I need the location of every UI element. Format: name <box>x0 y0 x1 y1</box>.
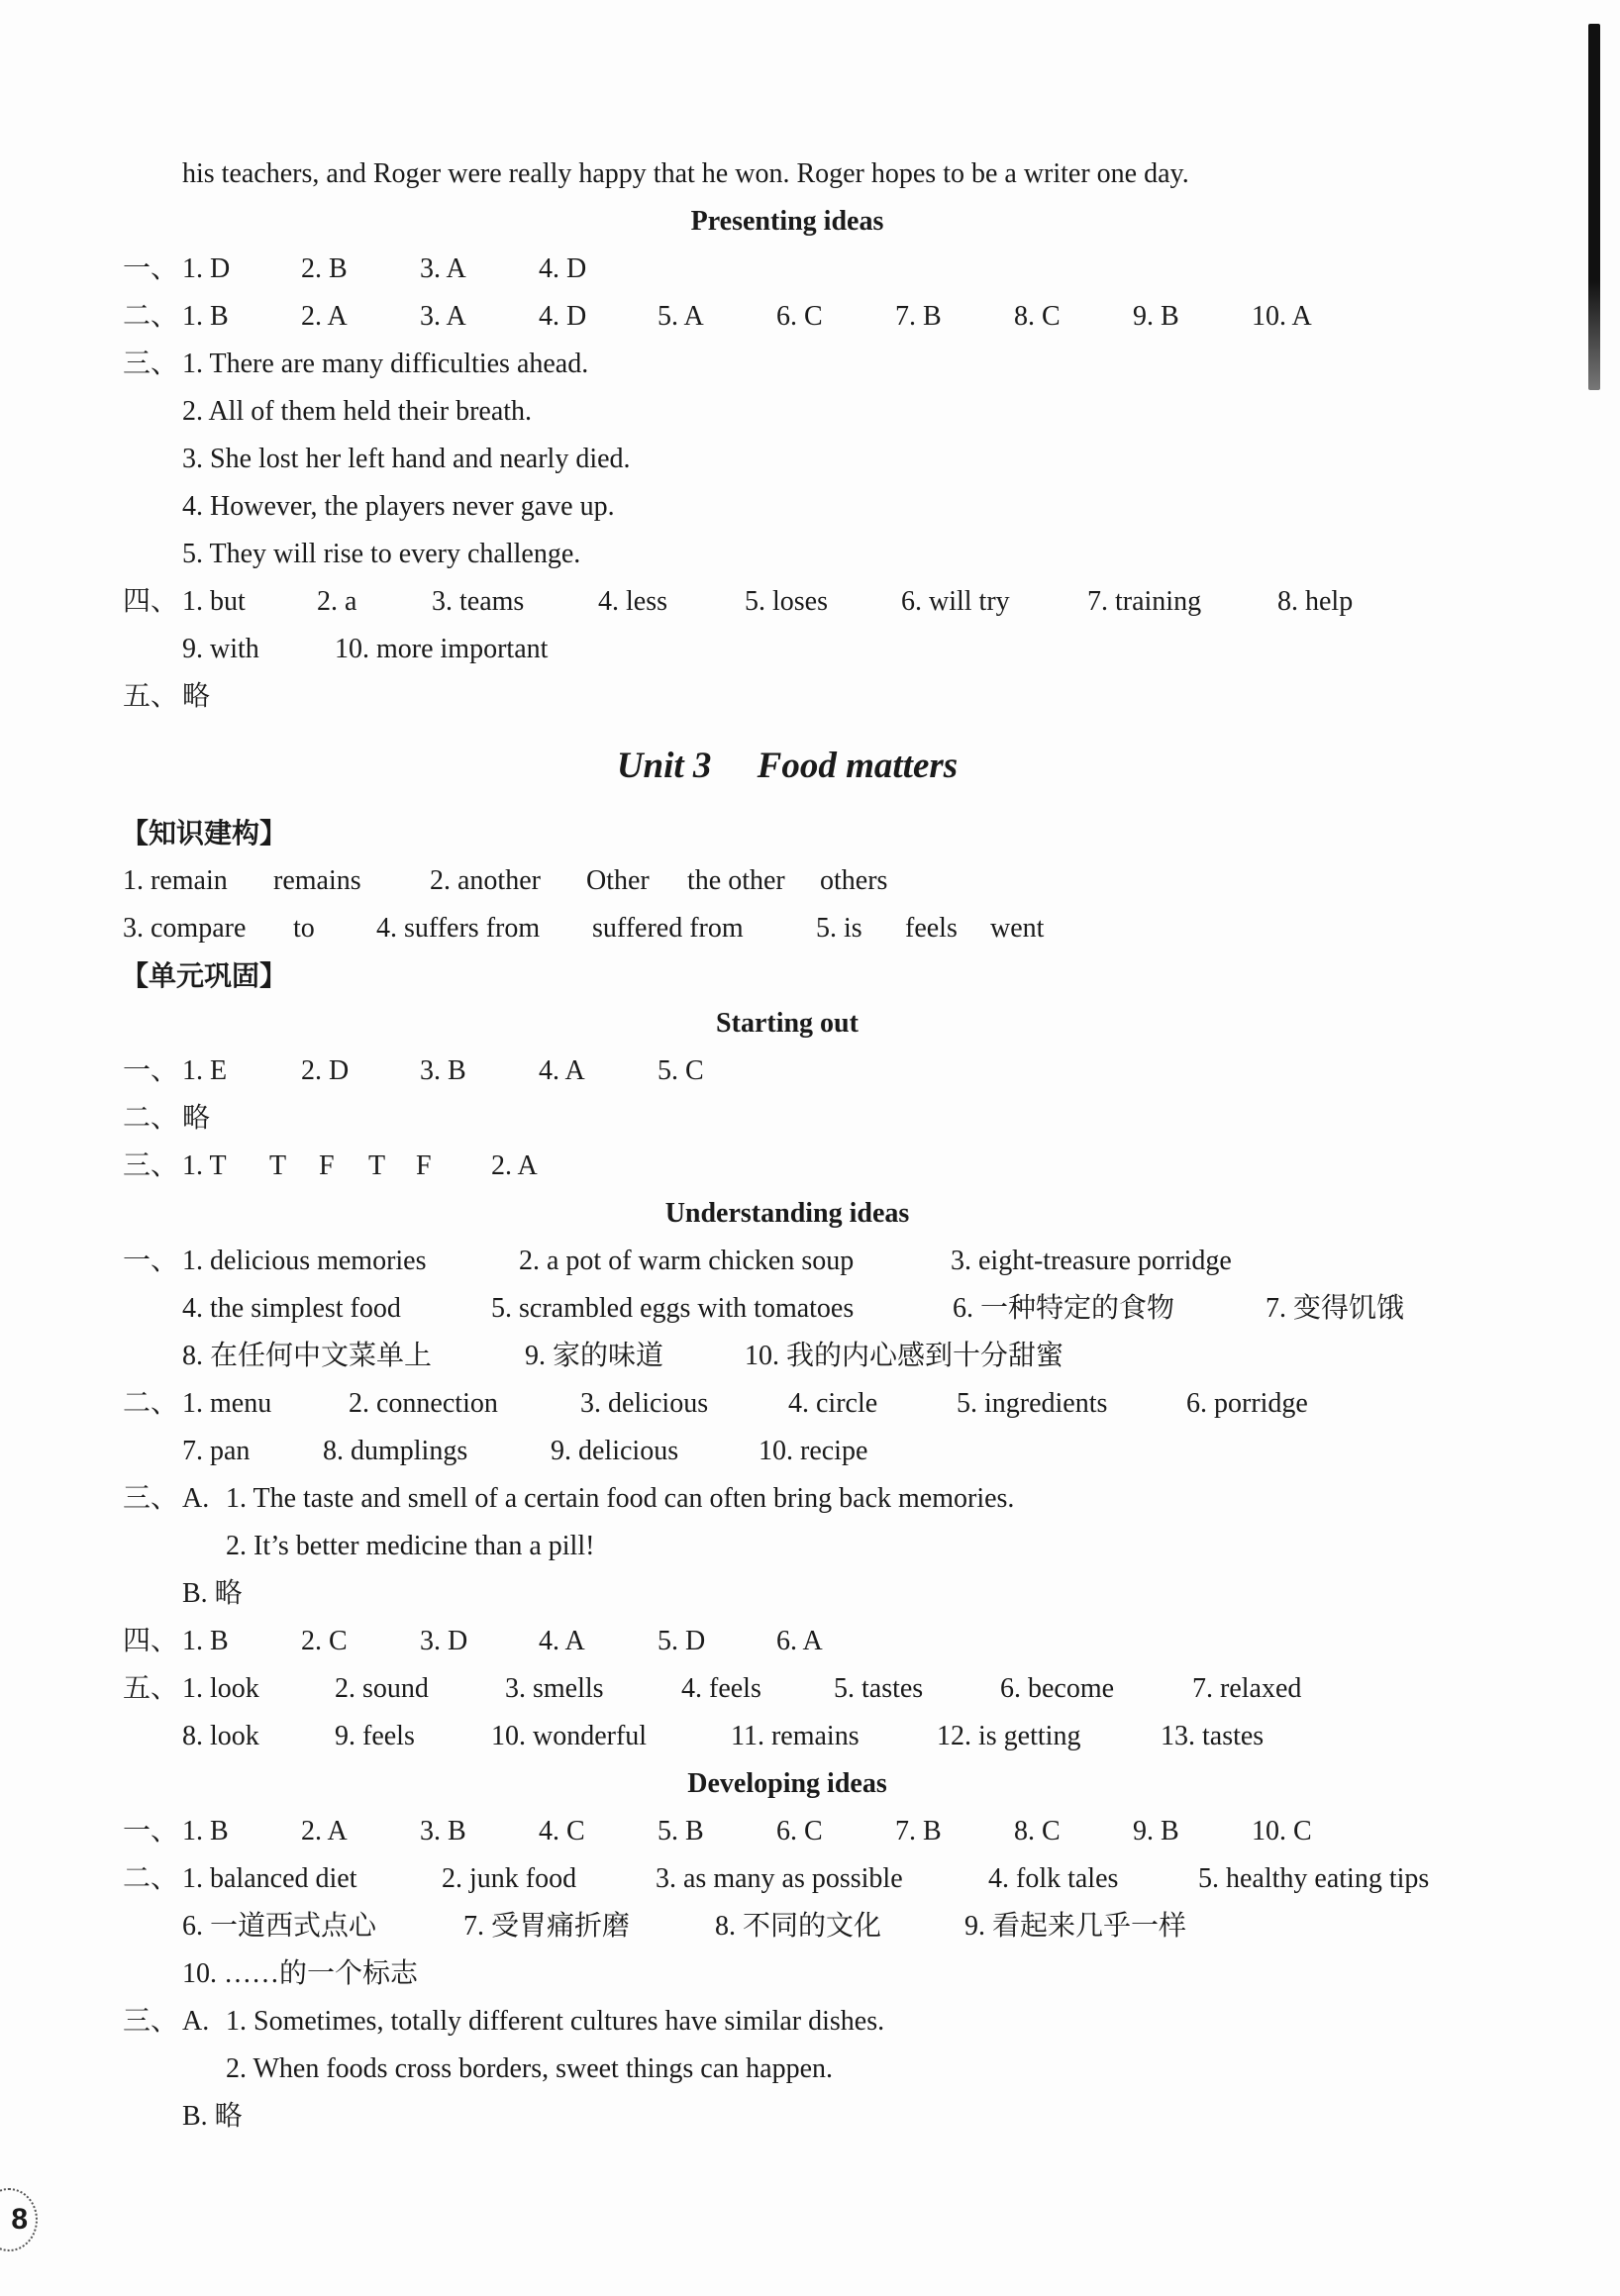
section-heading-presenting: Presenting ideas <box>690 206 884 237</box>
answer-item: the other <box>687 865 785 896</box>
sub-label: A. <box>182 2006 210 2037</box>
answer-item: 8. 不同的文化 <box>715 1911 882 1942</box>
answer-item: 10. wonderful <box>491 1721 648 1751</box>
answer-item: 4. A <box>539 1626 585 1656</box>
answer-item: 8. look <box>182 1721 259 1751</box>
answer-item: F <box>319 1150 335 1181</box>
answer-item: 8. C <box>1014 1816 1061 1847</box>
answer-item: B. 略 <box>182 2101 243 2132</box>
answer-item: 3. teams <box>432 586 525 617</box>
answer-item: 7. training <box>1087 586 1202 617</box>
section-label: 三、 <box>123 2006 179 2037</box>
answer-item: 6. will try <box>901 586 1010 617</box>
unit-name: Food matters <box>757 746 959 786</box>
answer-sentence: 5. They will rise to every challenge. <box>182 539 581 569</box>
answer-item: 4. D <box>539 253 587 284</box>
answer-item: 4. folk tales <box>988 1863 1119 1894</box>
section-label: 四、 <box>123 1626 179 1656</box>
answer-item: 2. D <box>301 1055 350 1086</box>
answer-item: 1. menu <box>182 1388 272 1419</box>
answer-item: Other <box>586 865 650 896</box>
answer-item: went <box>990 913 1045 944</box>
section-heading-starting: Starting out <box>716 1008 859 1039</box>
answer-item: 1. B <box>182 301 229 332</box>
section-label: 二、 <box>123 301 179 332</box>
answer-item: 2. A <box>491 1150 538 1181</box>
unit-number: Unit 3 <box>616 746 712 786</box>
section-label: 五、 <box>123 1673 179 1704</box>
answer-item: 9. delicious <box>551 1436 679 1466</box>
answer-item: 5. loses <box>745 586 828 617</box>
answer-item: 4. the simplest food <box>182 1293 401 1324</box>
answer-item: 2. junk food <box>442 1863 577 1894</box>
answer-item: 10. C <box>1252 1816 1312 1847</box>
answer-item: 4. D <box>539 301 587 332</box>
answer-item: 7. 受胃痛折磨 <box>463 1911 631 1942</box>
answer-item: 8. C <box>1014 301 1061 332</box>
answer-sentence: 1. Sometimes, totally different cultures have similar dishes. <box>226 2006 885 2037</box>
answer-item: 1. D <box>182 253 231 284</box>
answer-item: 10. 我的内心感到十分甜蜜 <box>745 1341 1064 1371</box>
answer-item: 10. A <box>1252 301 1312 332</box>
section-label: 一、 <box>123 1246 179 1276</box>
answer-item: 3. smells <box>505 1673 604 1704</box>
answer-item: 1. look <box>182 1673 259 1704</box>
answer-item: 6. 一道西式点心 <box>182 1911 377 1942</box>
answer-item: 4. suffers from <box>376 913 541 944</box>
answer-item: 5. ingredients <box>957 1388 1108 1419</box>
section-heading-understanding: Understanding ideas <box>664 1198 910 1229</box>
section-heading-developing: Developing ideas <box>687 1768 887 1799</box>
answer-item: 2. A <box>301 1816 348 1847</box>
answer-item: 8. help <box>1277 586 1354 617</box>
answer-item: 4. circle <box>788 1388 878 1419</box>
answer-item: others <box>820 865 888 896</box>
answer-item: 8. 在任何中文菜单上 <box>182 1341 433 1371</box>
answer-item: 5. scrambled eggs with tomatoes <box>491 1293 855 1324</box>
answer-item: F <box>416 1150 432 1181</box>
answer-item: 7. B <box>895 1816 942 1847</box>
intro-sentence: his teachers, and Roger were really happy that he won. Roger hopes to be a writer one day. <box>182 158 1189 189</box>
answer-item: 略 <box>182 681 211 712</box>
answer-item: 10. more important <box>335 634 549 664</box>
section-label: 一、 <box>123 253 179 284</box>
section-label: 五、 <box>123 681 179 712</box>
answer-item: 7. relaxed <box>1192 1673 1302 1704</box>
answer-item: 5. C <box>658 1055 704 1086</box>
answer-item: 2. B <box>301 253 348 284</box>
answer-item: 9. 家的味道 <box>525 1341 664 1371</box>
answer-item: 4. less <box>598 586 667 617</box>
answer-item: 1. remain <box>123 865 228 896</box>
section-label: 二、 <box>123 1388 179 1419</box>
answer-item: 5. B <box>658 1816 704 1847</box>
answer-sentence: 2. All of them held their breath. <box>182 396 533 427</box>
answer-item: 1. balanced diet <box>182 1863 357 1894</box>
answer-item: 4. C <box>539 1816 585 1847</box>
answer-item: 10. recipe <box>759 1436 868 1466</box>
answer-item: 1. B <box>182 1626 229 1656</box>
answer-item: 6. C <box>776 1816 823 1847</box>
sub-label: A. <box>182 1483 210 1514</box>
answer-sentence: 2. When foods cross borders, sweet things can happen. <box>226 2053 834 2084</box>
answer-item: 3. D <box>420 1626 468 1656</box>
answer-item: remains <box>273 865 361 896</box>
answer-item: T <box>368 1150 386 1181</box>
answer-item: 6. become <box>1000 1673 1115 1704</box>
answer-item: B. 略 <box>182 1578 243 1609</box>
answer-item: feels <box>905 913 958 944</box>
answer-item: 3. A <box>420 253 466 284</box>
section-label: 三、 <box>123 1150 179 1181</box>
answer-item: 9. B <box>1133 301 1179 332</box>
section-label: 二、 <box>123 1103 179 1134</box>
binding-edge <box>1588 24 1600 390</box>
section-label: 四、 <box>123 586 179 617</box>
answer-item: suffered from <box>592 913 744 944</box>
answer-item: 6. porridge <box>1186 1388 1308 1419</box>
answer-item: 5. A <box>658 301 704 332</box>
answer-item: 1. T <box>182 1150 227 1181</box>
answer-item: 5. D <box>658 1626 706 1656</box>
answer-item: 9. with <box>182 634 259 664</box>
answer-item: 4. A <box>539 1055 585 1086</box>
answer-item: 3. eight-treasure porridge <box>951 1246 1232 1276</box>
section-label: 一、 <box>123 1816 179 1847</box>
answer-item: 1. delicious memories <box>182 1246 427 1276</box>
section-label: 一、 <box>123 1055 179 1086</box>
answer-item: 5. healthy eating tips <box>1198 1863 1430 1894</box>
answer-item: 3. A <box>420 301 466 332</box>
answer-sentence: 2. It’s better medicine than a pill! <box>226 1531 595 1561</box>
section-label: 三、 <box>123 1483 179 1514</box>
answer-item: 2. A <box>301 301 348 332</box>
unit-title <box>0 739 1574 794</box>
answer-item: 9. feels <box>335 1721 415 1751</box>
answer-sentence: 1. The taste and smell of a certain food can often bring back memories. <box>226 1483 1015 1514</box>
answer-item: 12. is getting <box>937 1721 1081 1751</box>
answer-item: 1. E <box>182 1055 228 1086</box>
knowledge-heading: 【知识建构】 <box>121 817 288 849</box>
answer-sentence: 1. There are many difficulties ahead. <box>182 349 589 379</box>
answer-item: 3. delicious <box>580 1388 709 1419</box>
answer-item: 3. B <box>420 1816 466 1847</box>
answer-item: 2. a <box>317 586 357 617</box>
answer-item: 2. another <box>430 865 541 896</box>
answer-item: 2. C <box>301 1626 348 1656</box>
answer-item: 7. 变得饥饿 <box>1266 1293 1405 1324</box>
answer-item: 7. B <box>895 301 942 332</box>
answer-item: 2. connection <box>349 1388 498 1419</box>
answer-item: 4. feels <box>681 1673 761 1704</box>
answer-item: 略 <box>182 1103 211 1134</box>
answer-item: 13. tastes <box>1161 1721 1265 1751</box>
answer-item: 6. 一种特定的食物 <box>953 1293 1175 1324</box>
answer-item: 5. tastes <box>834 1673 924 1704</box>
answer-item: 6. C <box>776 301 823 332</box>
answer-item: to <box>293 913 315 944</box>
answer-item: 2. sound <box>335 1673 429 1704</box>
answer-item: 11. remains <box>731 1721 860 1751</box>
answer-item: 8. dumplings <box>323 1436 468 1466</box>
answer-item: 3. compare <box>123 913 247 944</box>
answer-item: 10. ……的一个标志 <box>182 1958 419 1989</box>
answer-item: T <box>269 1150 287 1181</box>
answer-item: 7. pan <box>182 1436 251 1466</box>
answer-item: 1. B <box>182 1816 229 1847</box>
answer-item: 5. is <box>816 913 862 944</box>
answer-item: 3. as many as possible <box>656 1863 903 1894</box>
section-label: 三、 <box>123 349 179 379</box>
answer-item: 9. 看起来几乎一样 <box>964 1911 1187 1942</box>
answer-item: 9. B <box>1133 1816 1179 1847</box>
answer-item: 1. but <box>182 586 246 617</box>
page-number: 8 <box>0 2188 38 2251</box>
answer-item: 3. B <box>420 1055 466 1086</box>
section-label: 二、 <box>123 1863 179 1894</box>
answer-item: 2. a pot of warm chicken soup <box>519 1246 855 1276</box>
answer-sentence: 4. However, the players never gave up. <box>182 491 615 522</box>
answer-sentence: 3. She lost her left hand and nearly died. <box>182 444 631 474</box>
consolidation-heading: 【单元巩固】 <box>121 959 288 992</box>
answer-item: 6. A <box>776 1626 823 1656</box>
